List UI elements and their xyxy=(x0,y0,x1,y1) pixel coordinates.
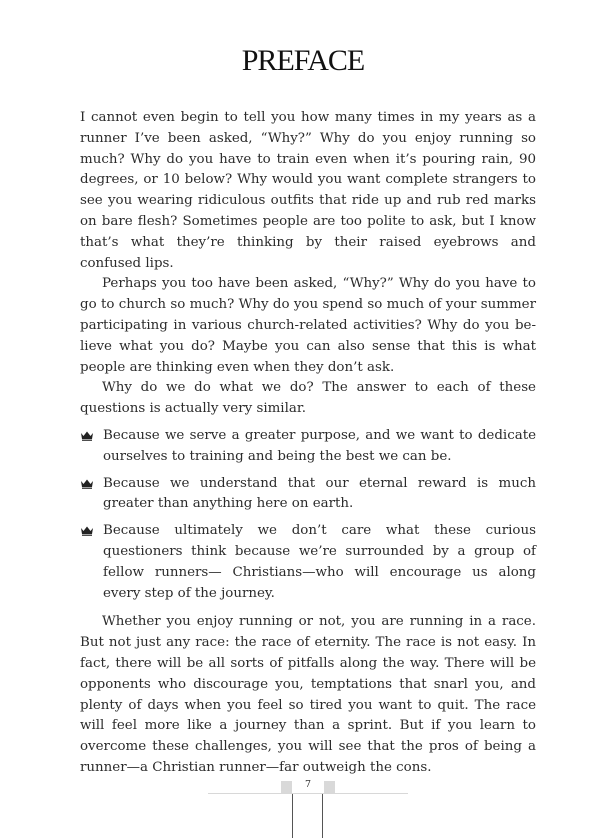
paragraph-intro-2: Perhaps you too have been asked, “Why?” Why do you have to go to church so much? Why do you spend so much of your summer participating in various church-related activities? Why do you believe what you do? Maybe you can also sense that this is what people are thinking even when they don’t ask. xyxy=(80,276,536,375)
folio-line-left xyxy=(292,794,293,838)
list-item xyxy=(80,426,536,468)
preface-body xyxy=(80,108,536,779)
paragraph-closing: Whether you enjoy running or not, you are running in a race. But not just any race: the race of eternity. The race is not easy. In fact, there will be all sorts of pitfalls along the way. There will be opponents who discourage you, temptations that snarl you, and plenty of days when you feel so tired you want to quit. The race will feel more like a journey than a sprint. But if you learn to overcome these challenges, you will see that the pros of being a runner—a Christian runner—far outweigh the cons. xyxy=(80,614,536,775)
crown-icon xyxy=(80,478,94,489)
reasons-list xyxy=(80,426,536,604)
list-item xyxy=(80,474,536,516)
page-number: 7 xyxy=(304,779,312,790)
bullet-text-2: Because we understand that our eternal reward is much greater than anything here on earth. xyxy=(103,475,536,512)
page-folio xyxy=(208,781,408,838)
folio-tab-left xyxy=(281,781,292,793)
crown-icon xyxy=(80,525,94,536)
bullet-text-1: Because we serve a greater purpose, and we want to dedicate ourselves to training and being the best we can be. xyxy=(103,427,536,464)
paragraph-intro-3: Why do we do what we do? The answer to each of these questions is actually very similar. xyxy=(80,380,536,417)
folio-line-right xyxy=(322,794,323,838)
paragraph-intro-1: I cannot even begin to tell you how many times in my years as a runner I’ve been asked, “Why?” Why do you enjoy running so much? Why do you have to train even when it’s pouring rain, 90 degrees, or 10 below? Why would you want complete strangers to see you wearing ridiculous outfits that ride up and rub red marks on bare flesh? Sometimes people are too polite to ask, but I know that’s what they’re thinking by their raised eyebrows and confused lips. xyxy=(80,110,536,271)
page-title: PREFACE xyxy=(241,44,365,77)
list-item xyxy=(80,521,536,604)
folio-rule xyxy=(208,793,408,794)
bullet-text-3: Because ultimately we don’t care what these curious questioners think because we’re surrounded by a group of fellow runners— Christians—who will encourage us along every step of the journey. xyxy=(103,523,536,601)
folio-tab-right xyxy=(324,781,335,793)
crown-icon xyxy=(80,430,94,441)
